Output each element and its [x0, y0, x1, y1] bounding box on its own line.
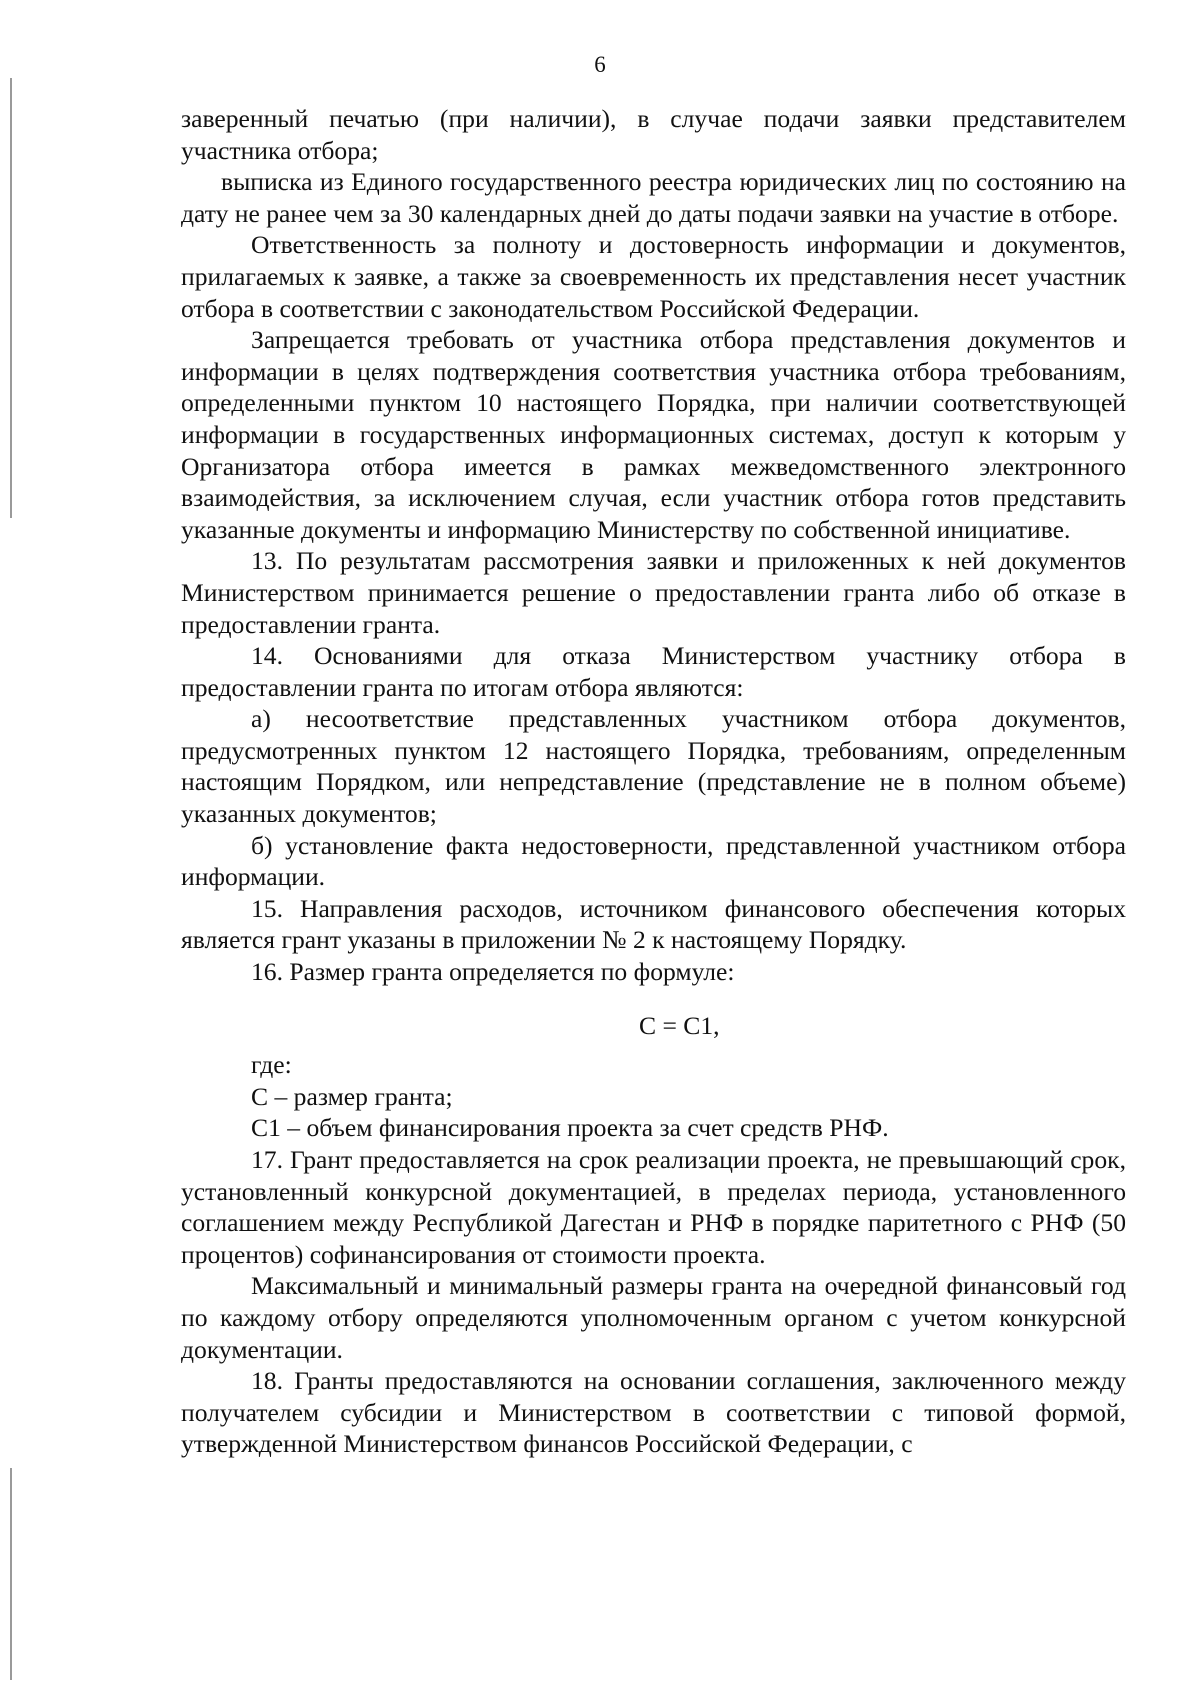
document-body: [181, 103, 1126, 1460]
paragraph-18: 18. Гранты предоставляются на основании соглашения, заключенного между получателем субсидии и Министерством в соответствии с типовой формой, утвержденной Министерством финансов Российской Федерации, с: [181, 1366, 1126, 1459]
paragraph-14a: а) несоответствие представленных участником отбора документов, предусмотренных пунктом 12 настоящего Порядка, требованиям, определенным настоящим Порядком, или непредставление (представление не в полном объеме) указанных документов;: [181, 704, 1126, 829]
paragraph-14b: б) установление факта недостоверности, представленной участником отбора информации.: [181, 830, 1126, 892]
formula-where-label: где:: [251, 1050, 292, 1080]
paragraph-13: 13. По результатам рассмотрения заявки и приложенных к ней документов Министерством принимается решение о предоставлении гранта либо об отказе в предоставлении гранта.: [181, 546, 1126, 639]
paragraph-continuation: заверенный печатью (при наличии), в случае подачи заявки представителем участника отбора;: [181, 104, 1126, 165]
formula-definition-c1: С1 – объем финансирования проекта за счет средств РНФ.: [251, 1113, 889, 1143]
formula-definition-c: С – размер гранта;: [251, 1081, 453, 1111]
paragraph-16: 16. Размер гранта определяется по формуле:: [251, 957, 735, 987]
page-number: 6: [594, 52, 606, 77]
scan-edge-top: [10, 78, 12, 518]
paragraph-17: 17. Грант предоставляется на срок реализации проекта, не превышающий срок, установленный конкурсной документацией, в пределах периода, установленного соглашением между Республикой Дагестан и РНФ в порядке паритетного с РНФ (50 процентов) софинансирования от стоимости проекта.: [181, 1145, 1126, 1269]
paragraph-15: 15. Направления расходов, источником финансового обеспечения которых является грант указаны в приложении № 2 к настоящему Порядку.: [181, 893, 1126, 955]
grant-formula: С = С1,: [639, 1010, 720, 1040]
paragraph-14: 14. Основаниями для отказа Министерством участнику отбора в предоставлении гранта по итогам отбора являются:: [181, 641, 1126, 702]
paragraph-responsibility: Ответственность за полноту и достоверность информации и документов, прилагаемых к заявке, а также за своевременность их представления несет участник отбора в соответствии с законодательством Российской Федерации.: [181, 230, 1126, 323]
paragraph-prohibition: Запрещается требовать от участника отбора представления документов и информации в целях подтверждения соответствия участника отбора требованиям, определенными пунктом 10 настоящего Порядка, при наличии соответствующей информации в государственных информационных системах, доступ к которым у Организатора отбора имеется в рамках межведомственного электронного взаимодействия, за исключением случая, если участник отбора готов представить указанные документы и информацию Министерству по собственной инициативе.: [181, 325, 1126, 544]
paragraph-egrul-extract: выписка из Единого государственного реестра юридических лиц по состоянию на дату не ранее чем за 30 календарных дней до даты подачи заявки на участие в отборе.: [181, 167, 1126, 228]
paragraph-grant-size: Максимальный и минимальный размеры гранта на очередной финансовый год по каждому отбору определяются уполномоченным органом с учетом конкурсной документации.: [181, 1271, 1126, 1364]
scan-edge-bottom: [10, 1468, 12, 1680]
